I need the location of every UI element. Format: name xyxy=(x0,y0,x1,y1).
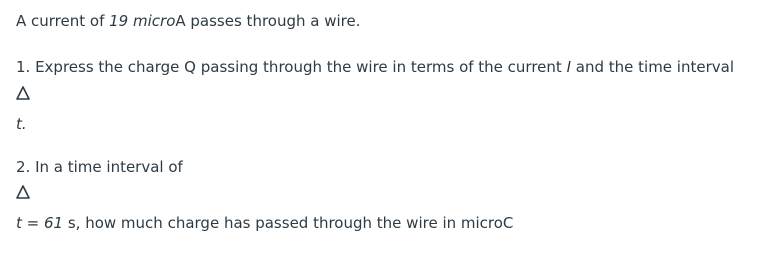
question-2 xyxy=(16,157,183,177)
intro-suffix: A passes through a wire. xyxy=(175,12,361,30)
question-2-delta xyxy=(16,184,30,204)
time-symbol: t xyxy=(16,214,22,232)
delta-triangle-icon xyxy=(16,86,30,100)
question-2-text: 2. In a time interval of xyxy=(16,158,183,176)
question-1-text-after: and the time interval xyxy=(571,58,734,76)
question-2-continued xyxy=(16,213,513,233)
question-1 xyxy=(16,57,734,77)
current-value: 19 micro xyxy=(109,12,176,30)
current-symbol: I xyxy=(566,58,571,76)
intro-sentence xyxy=(16,11,361,31)
question-2-suffix: s, how much charge has passed through the wire in microC xyxy=(63,214,514,232)
time-symbol: t. xyxy=(16,115,27,133)
time-value: = 61 xyxy=(21,214,64,232)
question-1-delta xyxy=(16,85,30,105)
intro-prefix: A current of xyxy=(16,12,110,30)
delta-triangle-icon xyxy=(16,185,30,199)
question-1-time-symbol xyxy=(16,114,27,134)
question-1-text: 1. Express the charge Q passing through the wire in terms of the current xyxy=(16,58,567,76)
